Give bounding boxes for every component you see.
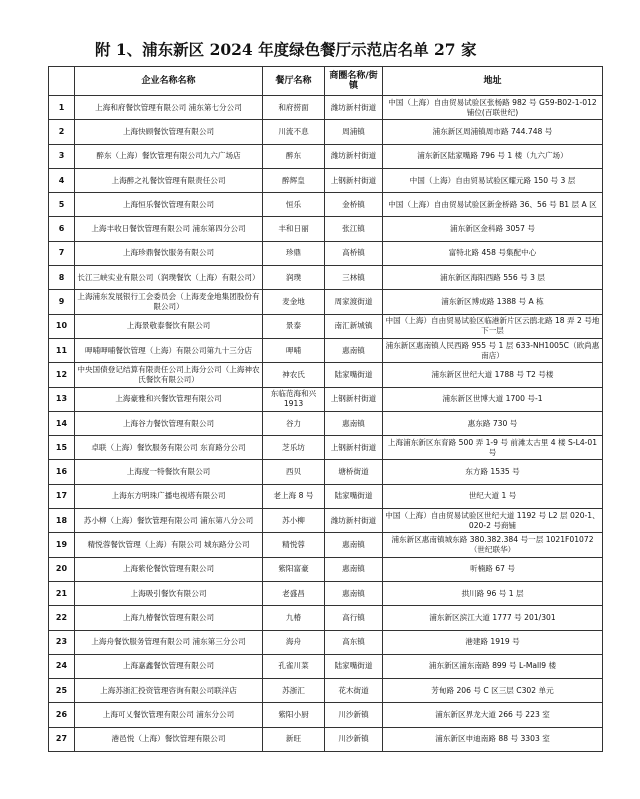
- address: 浦东新区海阳西路 556 号 3 层: [383, 266, 603, 290]
- table-row: [49, 727, 603, 751]
- company-name: 呷哺呷哺餐饮管理（上海）有限公司第九十三分店: [75, 338, 263, 362]
- company-name: 上海快顾餐饮管理有限公司: [75, 120, 263, 144]
- row-number: 5: [49, 193, 75, 217]
- table-row: [49, 654, 603, 678]
- row-number: 11: [49, 338, 75, 362]
- company-name: 上海醉之礼餐饮管理有限责任公司: [75, 168, 263, 192]
- address: 听楠路 67 号: [383, 557, 603, 581]
- row-number: 24: [49, 654, 75, 678]
- row-number: 27: [49, 727, 75, 751]
- company-name: 上海九椿餐饮管理有限公司: [75, 606, 263, 630]
- district-name: 惠南镇: [325, 557, 383, 581]
- table-row: [49, 509, 603, 533]
- row-number: 3: [49, 144, 75, 168]
- restaurant-list-table: [48, 66, 603, 752]
- address: 浦东新区浦东南路 899 号 L-Mall9 楼: [383, 654, 603, 678]
- address: 浦东新区惠南镇城东路 380.382.384 号一层 1021F01072（世纪联华）: [383, 533, 603, 557]
- header-index: [49, 67, 75, 96]
- row-number: 19: [49, 533, 75, 557]
- row-number: 26: [49, 703, 75, 727]
- company-name: 长江三峡实业有限公司（润璞餐饮（上海）有限公司）: [75, 266, 263, 290]
- restaurant-name: 东临范海和兴 1913: [263, 387, 325, 411]
- restaurant-name: 西贝: [263, 460, 325, 484]
- row-number: 9: [49, 290, 75, 314]
- company-name: 上海紫伦餐饮管理有限公司: [75, 557, 263, 581]
- row-number: 15: [49, 436, 75, 460]
- header-company: 企业名称名称: [75, 67, 263, 96]
- address: 中国（上海）自由贸易试验区世纪大道 1192 号 L2 层 020-1、020-2 号商铺: [383, 509, 603, 533]
- address: 中国（上海）自由贸易试验区张杨路 982 号 G59-B02-1-012 铺位(百联世纪): [383, 96, 603, 120]
- restaurant-name: 紫阳富豪: [263, 557, 325, 581]
- company-name: 卓联（上海）餐饮服务有限公司 东育路分公司: [75, 436, 263, 460]
- address: 东方路 1535 号: [383, 460, 603, 484]
- address: 浦东新区申迪南路 88 号 3303 室: [383, 727, 603, 751]
- district-name: 惠南镇: [325, 411, 383, 435]
- table-row: [49, 387, 603, 411]
- district-name: 潍坊新村街道: [325, 96, 383, 120]
- restaurant-name: 海舟: [263, 630, 325, 654]
- company-name: 中央国债登记结算有限责任公司上海分公司（上海神农氏餐饮有限公司）: [75, 363, 263, 387]
- district-name: 惠南镇: [325, 533, 383, 557]
- table-row: [49, 484, 603, 508]
- restaurant-name: 恒乐: [263, 193, 325, 217]
- address: 中国（上海）自由贸易试验区新金桥路 36、56 号 B1 层 A 区: [383, 193, 603, 217]
- table-row: [49, 338, 603, 362]
- row-number: 17: [49, 484, 75, 508]
- district-name: 上钢新村街道: [325, 168, 383, 192]
- company-name: 上海吸引餐饮有限公司: [75, 581, 263, 605]
- company-name: 上海舟餐饮服务管理有限公司 浦东第三分公司: [75, 630, 263, 654]
- district-name: 金桥镇: [325, 193, 383, 217]
- address: 港建路 1919 号: [383, 630, 603, 654]
- row-number: 13: [49, 387, 75, 411]
- restaurant-name: 和府捞面: [263, 96, 325, 120]
- district-name: 周浦镇: [325, 120, 383, 144]
- company-name: 上海谷力餐饮管理有限公司: [75, 411, 263, 435]
- table-row: [49, 120, 603, 144]
- table-row: [49, 314, 603, 338]
- row-number: 14: [49, 411, 75, 435]
- row-number: 20: [49, 557, 75, 581]
- table-row: [49, 217, 603, 241]
- address: 浦东新区惠南镇人民西路 955 号 1 层 633-NH1005C（欧尚惠南店）: [383, 338, 603, 362]
- row-number: 22: [49, 606, 75, 630]
- restaurant-name: 紫阳小厨: [263, 703, 325, 727]
- district-name: 惠南镇: [325, 338, 383, 362]
- company-name: 上海东方明珠广播电视塔有限公司: [75, 484, 263, 508]
- company-name: 醉东（上海）餐饮管理有限公司九六广场店: [75, 144, 263, 168]
- address: 浦东新区金科路 3057 号: [383, 217, 603, 241]
- table-row: [49, 411, 603, 435]
- restaurant-name: 精悦蓉: [263, 533, 325, 557]
- district-name: 川沙新镇: [325, 727, 383, 751]
- company-name: 上海苏浙汇投资管理咨询有限公司联洋店: [75, 679, 263, 703]
- address: 世纪大道 1 号: [383, 484, 603, 508]
- row-number: 8: [49, 266, 75, 290]
- company-name: 上海和府餐饮管理有限公司 浦东第七分公司: [75, 96, 263, 120]
- address: 惠东路 730 号: [383, 411, 603, 435]
- row-number: 4: [49, 168, 75, 192]
- table-row: [49, 168, 603, 192]
- company-name: 上海丰收日餐饮管理有限公司 浦东第四分公司: [75, 217, 263, 241]
- restaurant-name: 苏小柳: [263, 509, 325, 533]
- restaurant-name: 神农氏: [263, 363, 325, 387]
- district-name: 陆家嘴街道: [325, 654, 383, 678]
- district-name: 川沙新镇: [325, 703, 383, 727]
- address: 浦东新区陆家嘴路 796 号 1 楼（九六广场）: [383, 144, 603, 168]
- row-number: 16: [49, 460, 75, 484]
- row-number: 23: [49, 630, 75, 654]
- district-name: 上钢新村街道: [325, 436, 383, 460]
- district-name: 潍坊新村街道: [325, 144, 383, 168]
- address: 芳甸路 206 号 C 区三层 C302 单元: [383, 679, 603, 703]
- restaurant-name: 芝乐坊: [263, 436, 325, 460]
- restaurant-name: 丰和日丽: [263, 217, 325, 241]
- table-row: [49, 533, 603, 557]
- row-number: 25: [49, 679, 75, 703]
- table-row: [49, 290, 603, 314]
- district-name: 惠南镇: [325, 581, 383, 605]
- district-name: 三林镇: [325, 266, 383, 290]
- address: 富特北路 458 号集配中心: [383, 241, 603, 265]
- district-name: 上钢新村街道: [325, 387, 383, 411]
- table-row: [49, 581, 603, 605]
- row-number: 10: [49, 314, 75, 338]
- table-row: [49, 96, 603, 120]
- table-row: [49, 144, 603, 168]
- company-name: 上海珍鼎餐饮服务有限公司: [75, 241, 263, 265]
- district-name: 高桥镇: [325, 241, 383, 265]
- restaurant-name: 老盛昌: [263, 581, 325, 605]
- address: 拱川路 96 号 1 层: [383, 581, 603, 605]
- restaurant-name: 九椿: [263, 606, 325, 630]
- restaurant-name: 醉东: [263, 144, 325, 168]
- row-number: 7: [49, 241, 75, 265]
- district-name: 潍坊新村街道: [325, 509, 383, 533]
- table-row: [49, 606, 603, 630]
- restaurant-name: 景泰: [263, 314, 325, 338]
- district-name: 周家渡街道: [325, 290, 383, 314]
- document-title: 附 1、浦东新区 2024 年度绿色餐厅示范店名单 27 家: [95, 40, 477, 59]
- company-name: 精悦蓉餐饮管理（上海）有限公司 城东路分公司: [75, 533, 263, 557]
- table-row: [49, 679, 603, 703]
- company-name: 上海景敬泰餐饮有限公司: [75, 314, 263, 338]
- company-name: 上海豪雅和兴餐饮管理有限公司: [75, 387, 263, 411]
- district-name: 陆家嘴街道: [325, 363, 383, 387]
- company-name: 上海浦东发展银行工会委员会（上海麦金地集团股份有限公司）: [75, 290, 263, 314]
- table-row: [49, 630, 603, 654]
- restaurant-name: 新旺: [263, 727, 325, 751]
- district-name: 张江镇: [325, 217, 383, 241]
- company-name: 上海度一特餐饮有限公司: [75, 460, 263, 484]
- address: 浦东新区世博大道 1700 号-1: [383, 387, 603, 411]
- table-row: [49, 266, 603, 290]
- district-name: 塘桥街道: [325, 460, 383, 484]
- company-name: 港邑悦（上海）餐饮管理有限公司: [75, 727, 263, 751]
- district-name: 高东镇: [325, 630, 383, 654]
- table-row: [49, 436, 603, 460]
- row-number: 18: [49, 509, 75, 533]
- address: 浦东新区滨江大道 1777 号 201/301: [383, 606, 603, 630]
- address: 中国（上海）自由贸易试验区临港新片区云鹃北路 18 弄 2 号地下一层: [383, 314, 603, 338]
- header-address: 地址: [383, 67, 603, 96]
- restaurant-name: 呷哺: [263, 338, 325, 362]
- address: 上海浦东新区东育路 500 弄 1-9 号 前滩太古里 4 楼 S-L4-01 号: [383, 436, 603, 460]
- restaurant-name: 川流不息: [263, 120, 325, 144]
- restaurant-name: 谷力: [263, 411, 325, 435]
- row-number: 6: [49, 217, 75, 241]
- row-number: 12: [49, 363, 75, 387]
- restaurant-name: 醉辉皇: [263, 168, 325, 192]
- table-row: [49, 241, 603, 265]
- district-name: 花木街道: [325, 679, 383, 703]
- row-number: 1: [49, 96, 75, 120]
- address: 浦东新区界龙大道 266 号 223 室: [383, 703, 603, 727]
- district-name: 南汇新城镇: [325, 314, 383, 338]
- district-name: 高行镇: [325, 606, 383, 630]
- restaurant-name: 珍鼎: [263, 241, 325, 265]
- table-header-row: [49, 67, 603, 96]
- restaurant-name: 苏浙汇: [263, 679, 325, 703]
- address: 浦东新区博成路 1388 号 A 栋: [383, 290, 603, 314]
- table-row: [49, 363, 603, 387]
- address: 浦东新区周浦镇周市路 744.748 号: [383, 120, 603, 144]
- restaurant-name: 麦金地: [263, 290, 325, 314]
- company-name: 上海可乂餐饮管理有限公司 浦东分公司: [75, 703, 263, 727]
- company-name: 上海嘉鑫餐饮管理有限公司: [75, 654, 263, 678]
- header-restaurant: 餐厅名称: [263, 67, 325, 96]
- header-district: 商圈名称/街镇: [325, 67, 383, 96]
- district-name: 陆家嘴街道: [325, 484, 383, 508]
- table-row: [49, 703, 603, 727]
- restaurant-name: 润璞: [263, 266, 325, 290]
- table-row: [49, 557, 603, 581]
- address: 中国（上海）自由贸易试验区耀元路 150 号 3 层: [383, 168, 603, 192]
- table-row: [49, 460, 603, 484]
- company-name: 上海恒乐餐饮管理有限公司: [75, 193, 263, 217]
- row-number: 21: [49, 581, 75, 605]
- address: 浦东新区世纪大道 1788 号 T2 号楼: [383, 363, 603, 387]
- table-row: [49, 193, 603, 217]
- company-name: 苏小柳（上海）餐饮管理有限公司 浦东第八分公司: [75, 509, 263, 533]
- restaurant-name: 孔雀川菜: [263, 654, 325, 678]
- restaurant-name: 老上海 8 号: [263, 484, 325, 508]
- row-number: 2: [49, 120, 75, 144]
